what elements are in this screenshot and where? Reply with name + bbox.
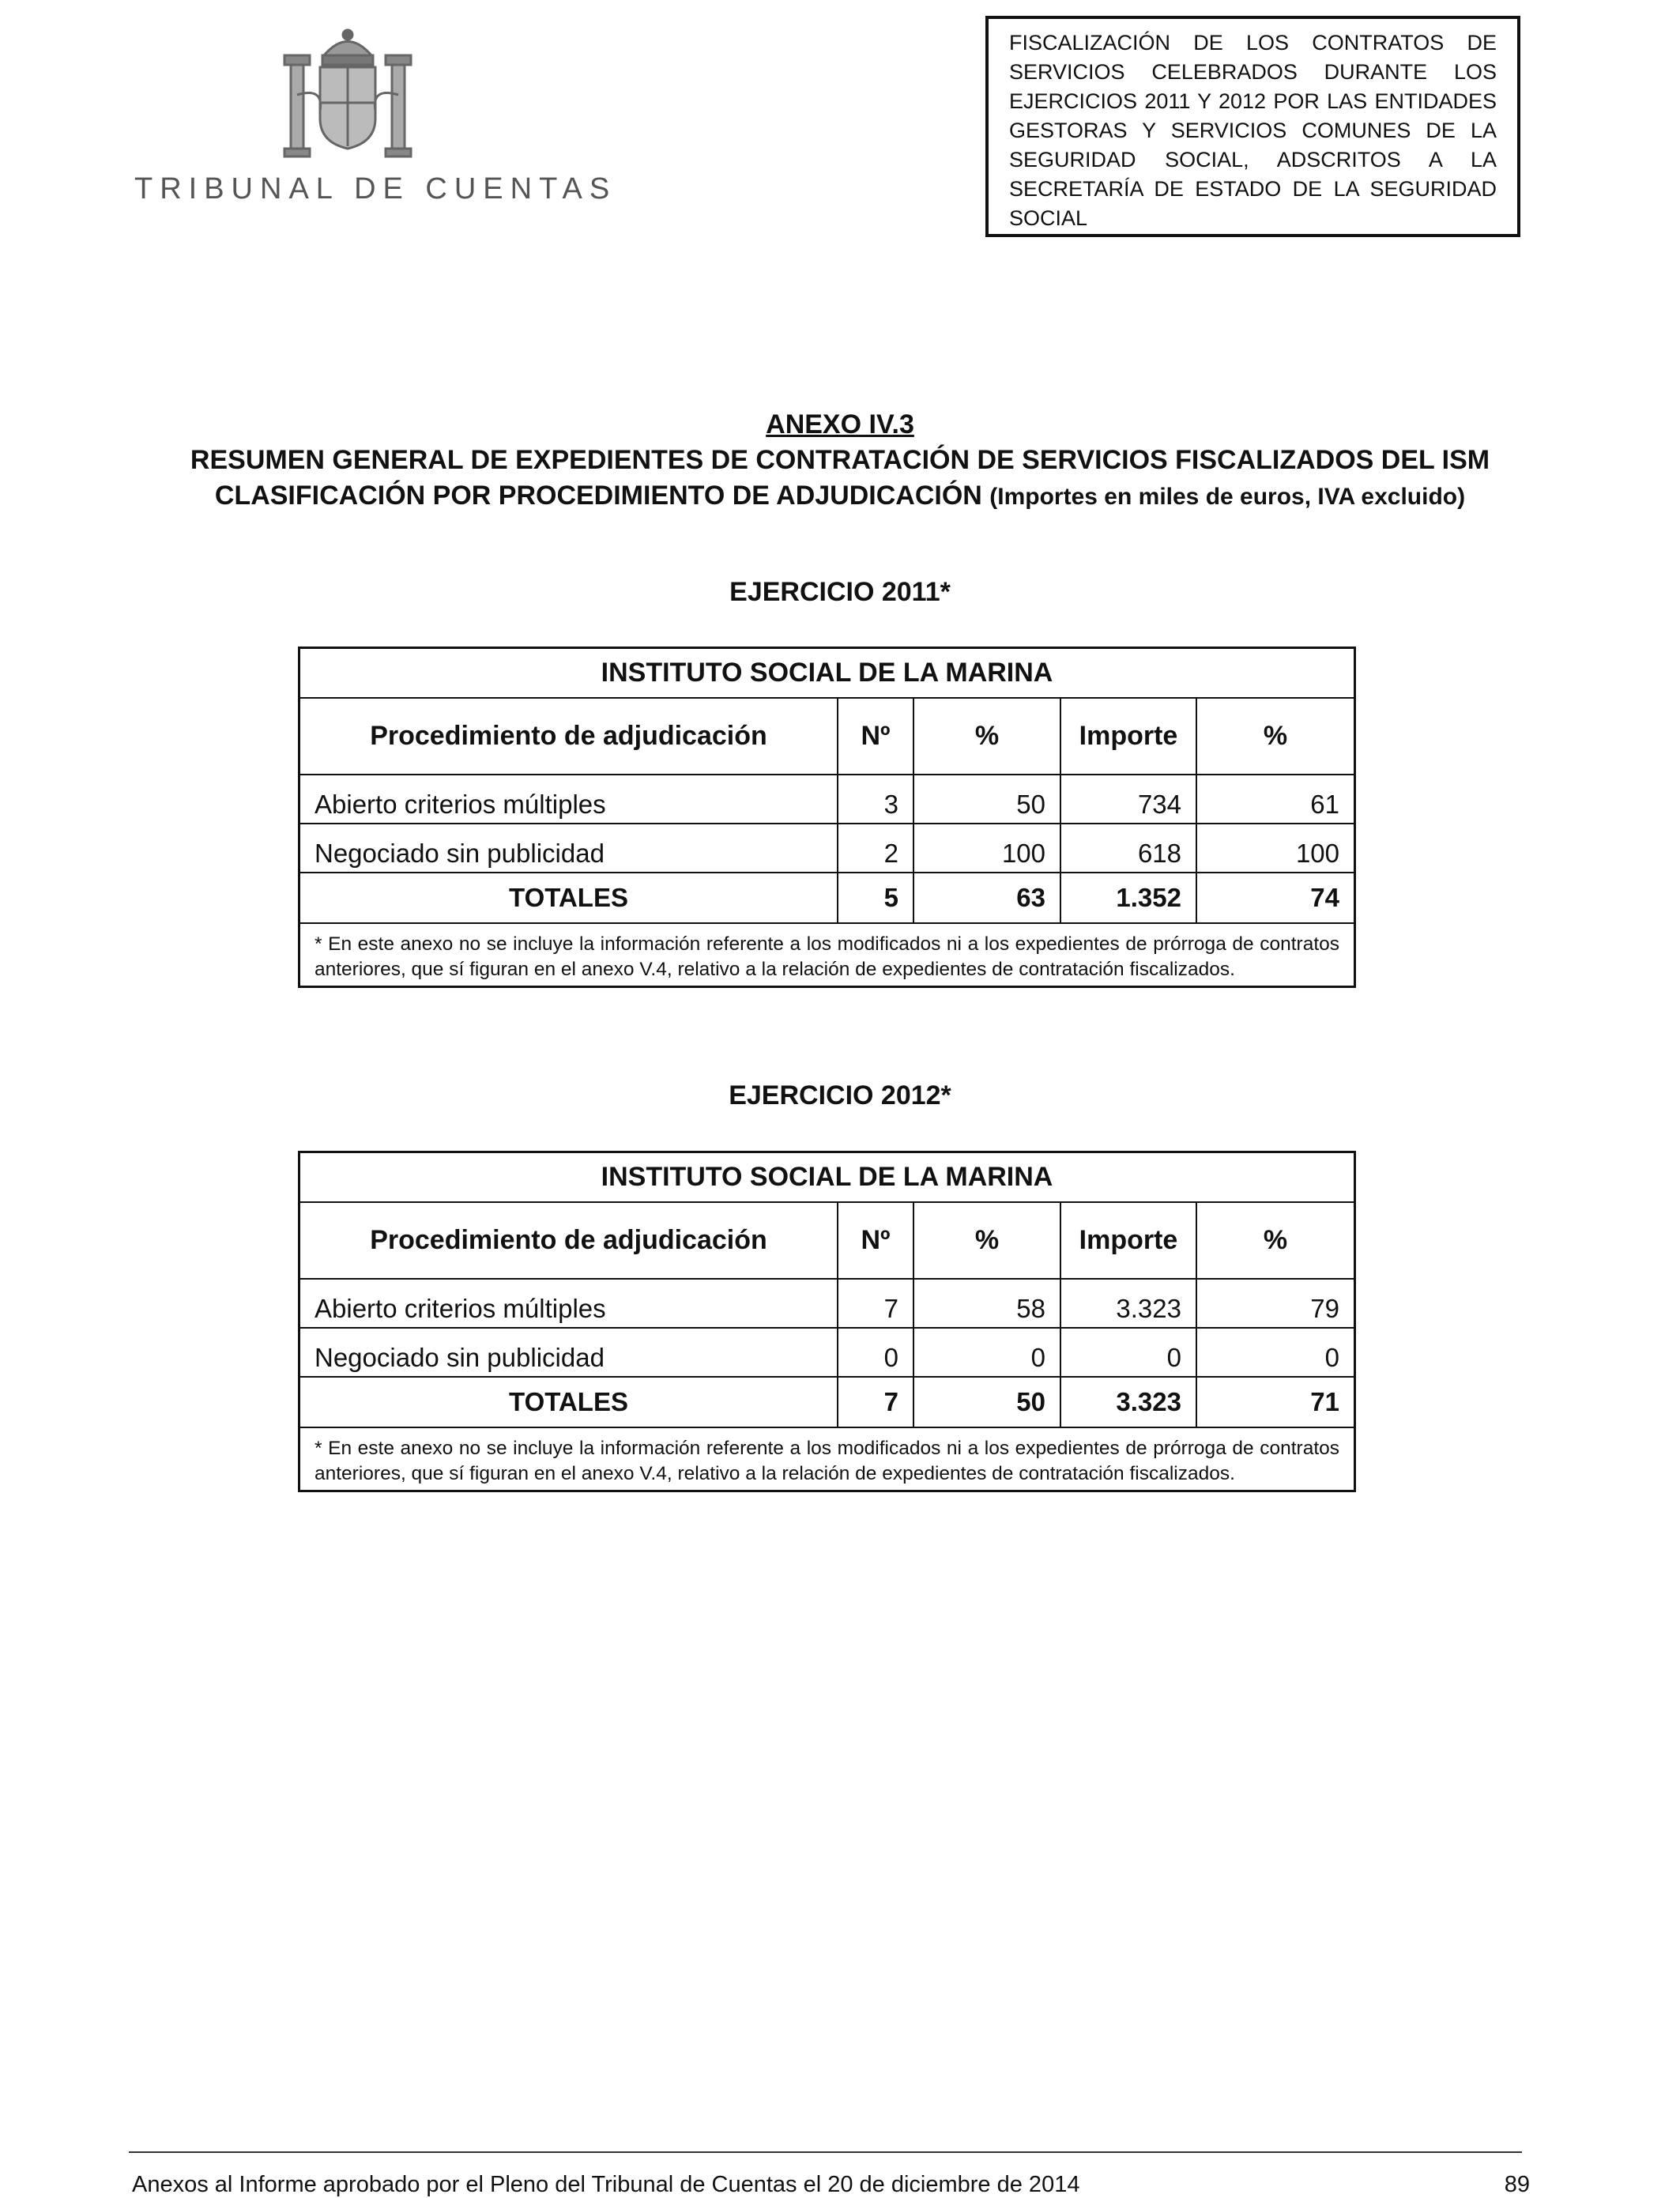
cell-count-pct: 58 — [913, 1279, 1060, 1328]
cell-amount-pct: 100 — [1196, 824, 1354, 873]
total-amount: 1.352 — [1060, 873, 1196, 923]
table-row — [300, 1279, 1354, 1328]
classification-text: CLASIFICACIÓN POR PROCEDIMIENTO DE ADJUDICACIÓN — [214, 481, 982, 511]
cell-amount: 3.323 — [1060, 1279, 1196, 1328]
amounts-note: (Importes en miles de euros, IVA excluido) — [989, 484, 1466, 510]
table-row — [300, 1328, 1354, 1377]
total-amount: 3.323 — [1060, 1377, 1196, 1427]
annex-classification — [0, 481, 1680, 511]
cell-count-pct: 50 — [913, 775, 1060, 824]
total-count-pct: 63 — [913, 873, 1060, 923]
annex-title: ANEXO IV.3 — [766, 409, 914, 439]
col-header-amount: Importe — [1060, 698, 1196, 775]
cell-count: 7 — [838, 1279, 913, 1328]
year-title-2012: EJERCICIO 2012* — [729, 1080, 951, 1110]
table-2011 — [298, 647, 1356, 988]
cell-count: 3 — [838, 775, 913, 824]
institution-name: INSTITUTO SOCIAL DE LA MARINA — [300, 649, 1354, 698]
cell-count-pct: 100 — [913, 824, 1060, 873]
footer-text: Anexos al Informe aprobado por el Pleno del Tribunal de Cuentas el 20 de diciembre de 2014 — [132, 2172, 1080, 2197]
col-header-amount: Importe — [1060, 1202, 1196, 1279]
cell-amount: 734 — [1060, 775, 1196, 824]
table-row — [300, 775, 1354, 824]
page-number: 89 — [1504, 2172, 1530, 2197]
logo-text: TRIBUNAL DE CUENTAS — [134, 172, 617, 205]
totals-row — [300, 1377, 1354, 1427]
total-count: 5 — [838, 873, 913, 923]
cell-amount: 0 — [1060, 1328, 1196, 1377]
col-header-procedure: Procedimiento de adjudicación — [300, 1202, 838, 1279]
totals-row — [300, 873, 1354, 923]
year-title-2011: EJERCICIO 2011* — [729, 577, 951, 607]
cell-procedure: Negociado sin publicidad — [300, 824, 838, 873]
table-footnote: * En este anexo no se incluye la información referente a los modificados ni a los expedientes de prórroga de contratos anteriores, que sí figuran en el anexo V.4, relativo a la relación de expedientes de contratación fiscalizados. — [315, 933, 1339, 980]
table-row — [300, 824, 1354, 873]
table-2012 — [298, 1151, 1356, 1492]
cell-count: 2 — [838, 824, 913, 873]
coat-of-arms-icon — [277, 24, 419, 162]
cell-amount-pct: 61 — [1196, 775, 1354, 824]
total-amount-pct: 74 — [1196, 873, 1354, 923]
cell-amount-pct: 79 — [1196, 1279, 1354, 1328]
total-count: 7 — [838, 1377, 913, 1427]
total-count-pct: 50 — [913, 1377, 1060, 1427]
totals-label: TOTALES — [300, 1377, 838, 1427]
table-footnote: * En este anexo no se incluye la información referente a los modificados ni a los expedientes de prórroga de contratos anteriores, que sí figuran en el anexo V.4, relativo a la relación de expedientes de contratación fiscalizados. — [315, 1438, 1339, 1484]
col-header-count: Nº — [838, 698, 913, 775]
col-header-count: Nº — [838, 1202, 913, 1279]
cell-count: 0 — [838, 1328, 913, 1377]
report-title-box: FISCALIZACIÓN DE LOS CONTRATOS DE SERVICIOS CELEBRADOS DURANTE LOS EJERCICIOS 2011 Y 2012 POR LAS ENTIDADES GESTORAS Y SERVICIOS COMUNES DE LA SEGURIDAD SOCIAL, ADSCRITOS A LA SECRETARÍA DE ESTADO DE LA SEGURIDAD SOCIAL — [985, 16, 1520, 237]
cell-amount-pct: 0 — [1196, 1328, 1354, 1377]
col-header-count-pct: % — [913, 698, 1060, 775]
col-header-amount-pct: % — [1196, 698, 1354, 775]
cell-amount: 618 — [1060, 824, 1196, 873]
totals-label: TOTALES — [300, 873, 838, 923]
col-header-count-pct: % — [913, 1202, 1060, 1279]
cell-procedure: Negociado sin publicidad — [300, 1328, 838, 1377]
logo — [134, 24, 617, 205]
col-header-procedure: Procedimiento de adjudicación — [300, 698, 838, 775]
cell-count-pct: 0 — [913, 1328, 1060, 1377]
cell-procedure: Abierto criterios múltiples — [300, 1279, 838, 1328]
annex-subtitle: RESUMEN GENERAL DE EXPEDIENTES DE CONTRATACIÓN DE SERVICIOS FISCALIZADOS DEL ISM — [190, 445, 1490, 475]
footer-divider — [129, 2151, 1522, 2153]
col-header-amount-pct: % — [1196, 1202, 1354, 1279]
cell-procedure: Abierto criterios múltiples — [300, 775, 838, 824]
total-amount-pct: 71 — [1196, 1377, 1354, 1427]
institution-name: INSTITUTO SOCIAL DE LA MARINA — [300, 1153, 1354, 1202]
